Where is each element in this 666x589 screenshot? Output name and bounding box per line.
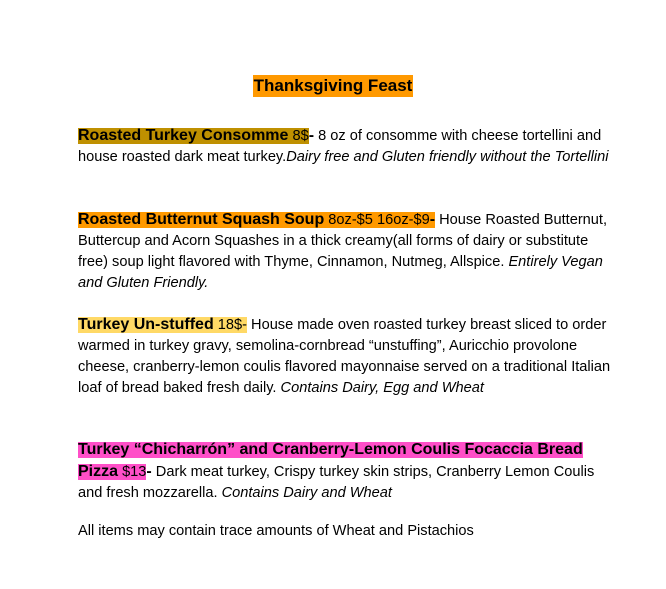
- item-highlight: [78, 317, 247, 333]
- item-highlight: [78, 128, 309, 144]
- item-dietary-note: Dairy free and Gluten friendly without the Tortellini: [286, 149, 609, 165]
- allergen-footer-note: All items may contain trace amounts of Wheat and Pistachios: [78, 523, 474, 539]
- item-highlight: [78, 212, 435, 228]
- item-name: Roasted Turkey Consomme: [78, 127, 289, 144]
- item-price: $13: [118, 464, 147, 480]
- item-name: Turkey “Chicharrón” and Cranberry-Lemon Coulis Focaccia Bread Pizza: [78, 441, 583, 480]
- item-price: 18$-: [213, 317, 247, 333]
- menu-item-focaccia-pizza: [78, 439, 618, 504]
- item-description: Dark meat turkey, Crispy turkey skin strips, Cranberry Lemon Coulis and fresh mozzarella.: [78, 464, 595, 501]
- item-description: 8 oz of consomme with cheese tortellini and house roasted dark meat turkey.: [78, 128, 602, 165]
- menu-title: Thanksgiving Feast: [253, 76, 413, 95]
- item-price: 8$: [288, 128, 309, 144]
- item-dash: -: [146, 463, 152, 480]
- item-dietary-note: Entirely Vegan and Gluten Friendly.: [78, 254, 603, 291]
- item-description: House made oven roasted turkey breast sliced to order warmed in turkey gravy, semolina-cornbread “unstuffing”, Auricchio provolone cheese, cranberry-lemon coulis flavored mayonnaise served on a traditional Italian loaf of bread baked fresh daily.: [78, 317, 611, 396]
- item-dash: -: [429, 211, 436, 228]
- item-dietary-note: Contains Dairy, Egg and Wheat: [280, 380, 484, 396]
- item-price: 8oz-$5 16oz-$9: [324, 212, 430, 228]
- item-dietary-note: Contains Dairy and Wheat: [221, 485, 392, 501]
- item-name: Turkey Un-stuffed: [78, 316, 214, 333]
- menu-item-consomme: [78, 125, 618, 168]
- title-wrap: [0, 75, 666, 97]
- menu-item-squash-soup: [78, 209, 618, 294]
- menu-item-turkey-unstuffed: [78, 314, 618, 399]
- item-dash: -: [308, 127, 315, 144]
- item-description: House Roasted Butternut, Buttercup and Acorn Squashes in a thick creamy(all forms of dairy or substitute free) soup light flavored with Thyme, Cinnamon, Nutmeg, Allspice.: [78, 212, 608, 270]
- item-name: Roasted Butternut Squash Soup: [78, 211, 325, 228]
